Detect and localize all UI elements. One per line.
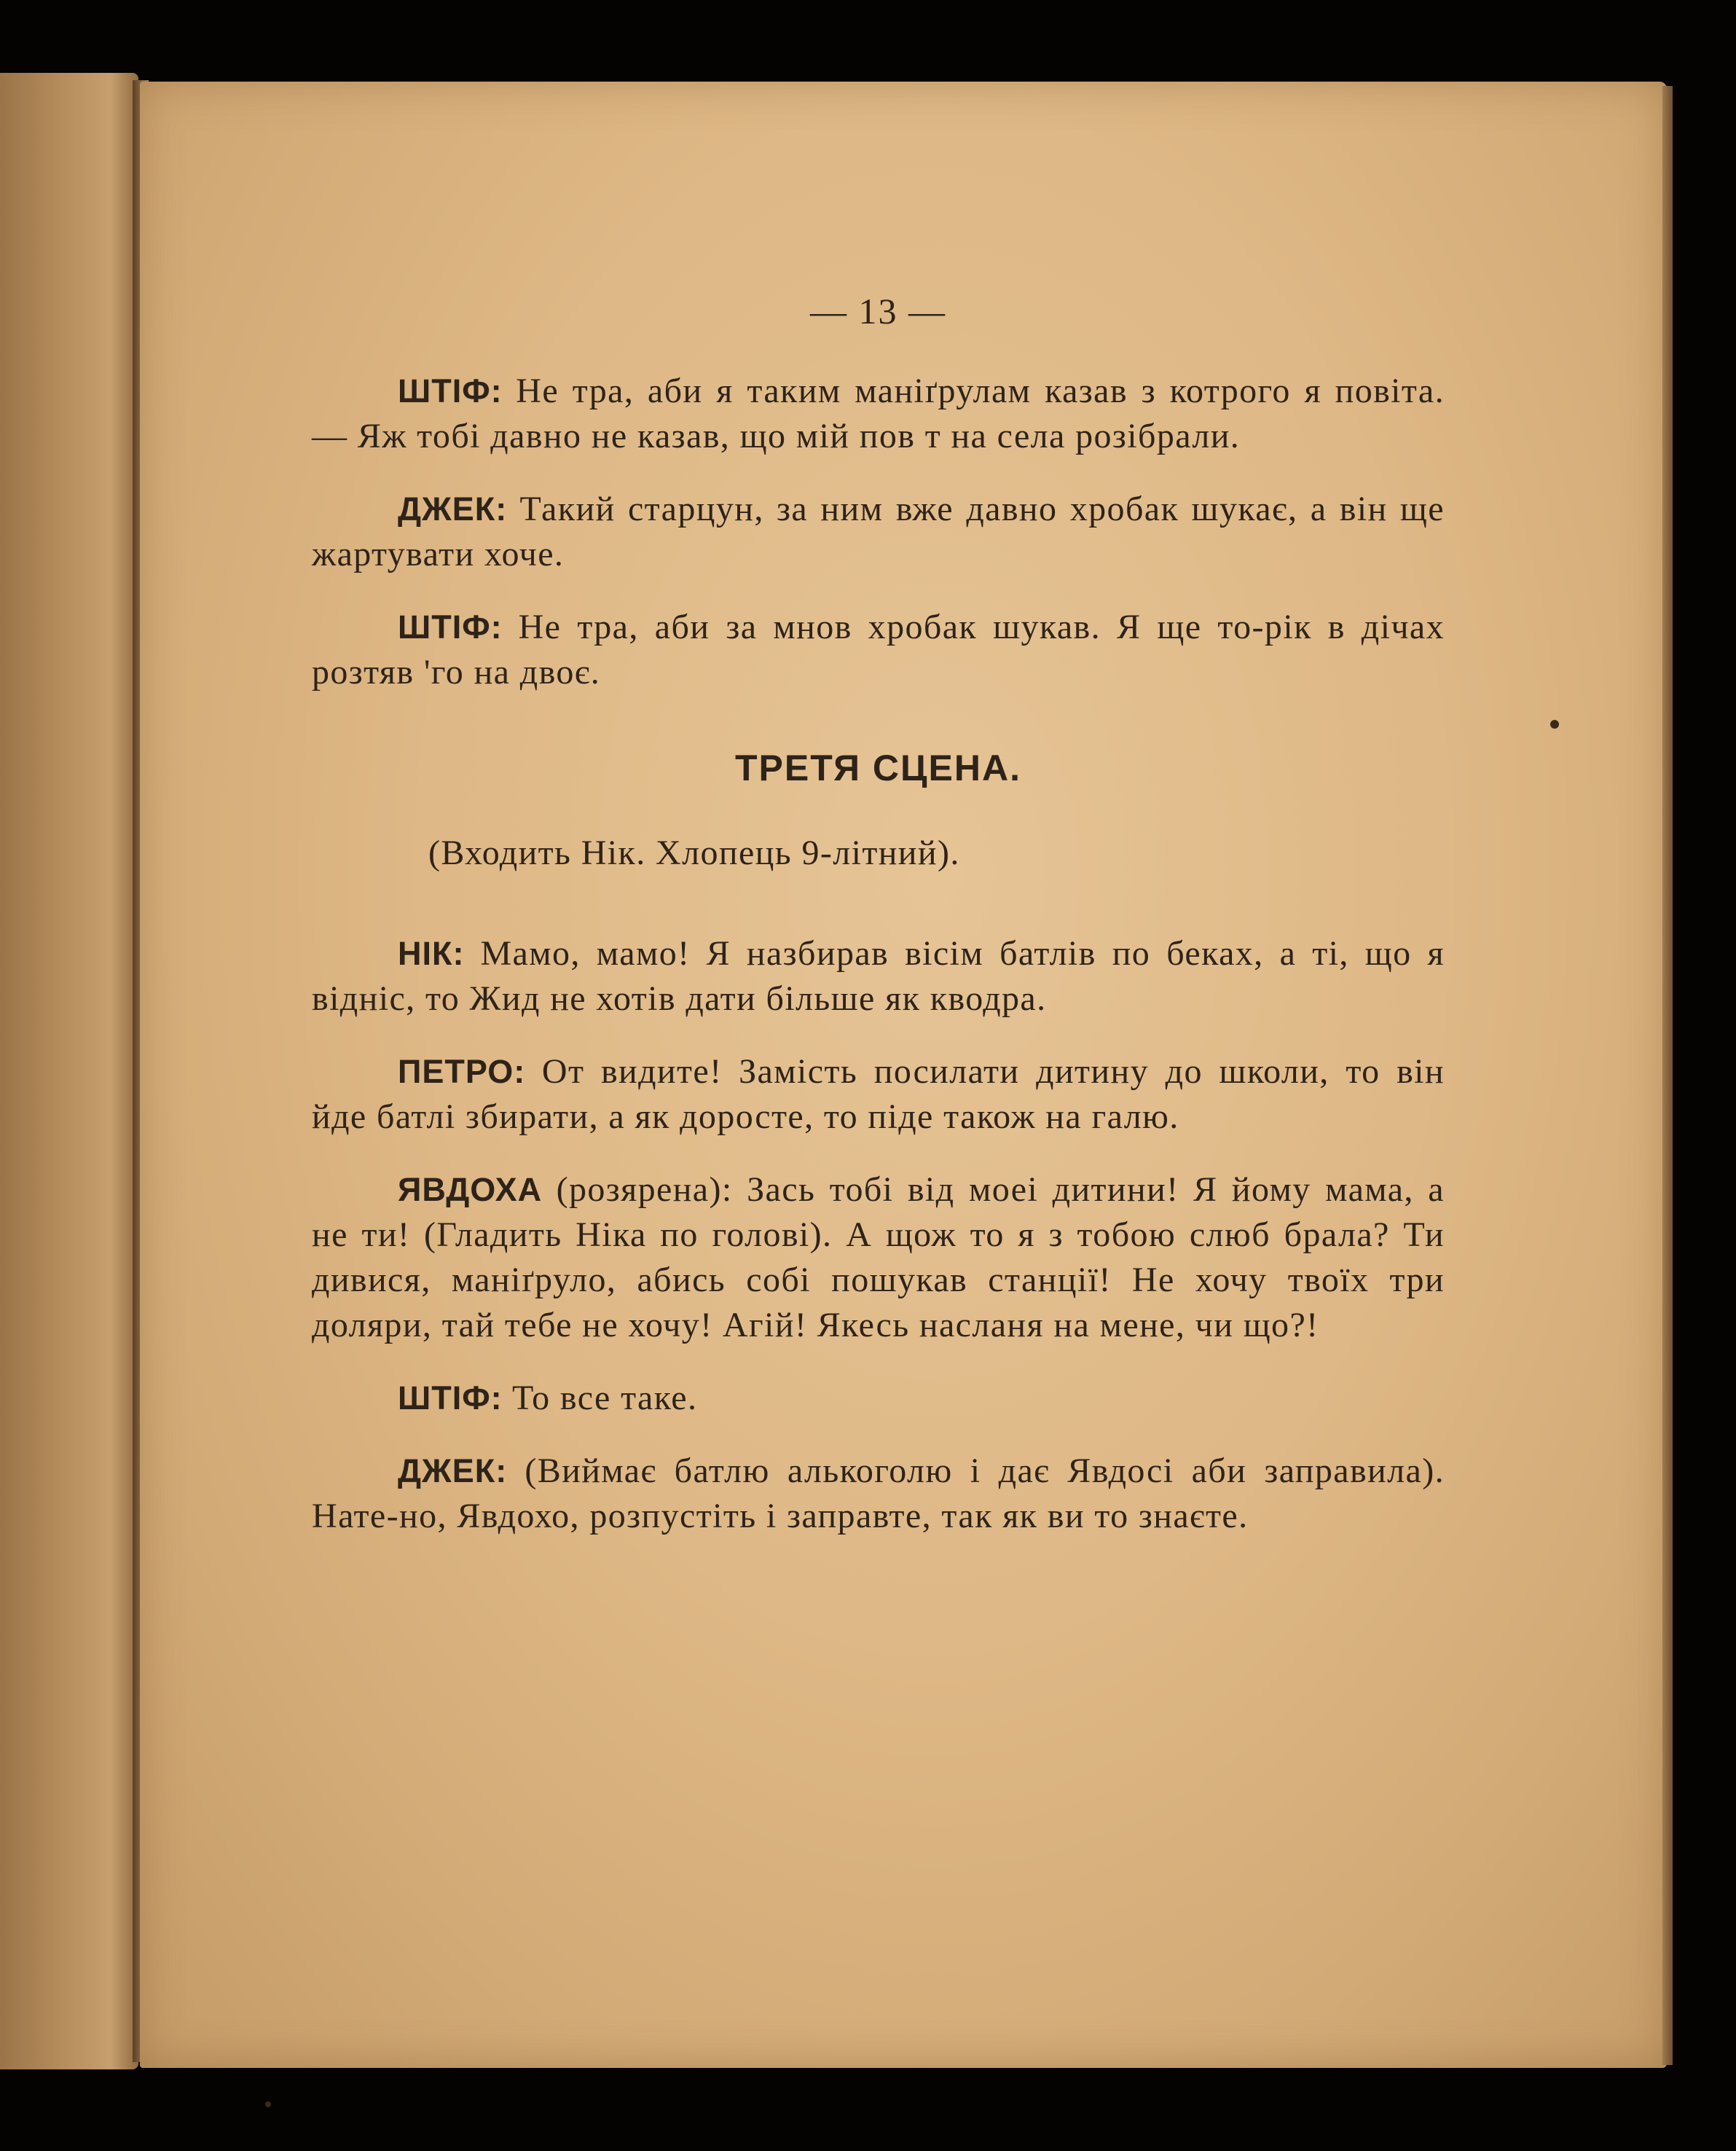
dialogue-text: Такий старцун, за ним вже давно хробак шукає, а він ще жартувати хоче.: [312, 490, 1445, 573]
stage-direction: (Входить Нік. Хлопець 9-літний).: [428, 834, 960, 872]
dialogue-paragraph: [312, 931, 1445, 1022]
dialogue-paragraph: [312, 369, 1445, 459]
speaker-name: ШТІФ:: [398, 372, 503, 410]
dialogue-text: Не тра, аби я таким маніґрулам казав з котрого я повіта. — Яж тобі давно не казав, що мій пов т на села розібрали.: [312, 372, 1445, 455]
speaker-name: ШТІФ:: [398, 1379, 503, 1417]
page-text: [312, 291, 1445, 1567]
dialogue-paragraph: [312, 1049, 1445, 1140]
dialogue-text: (Виймає батлю алькоголю і дає Явдосі аби заправила). Нате-но, Явдохо, розпустіть і заправте, так як ви то знаєте.: [312, 1451, 1445, 1535]
dialogue-paragraph: [312, 605, 1445, 695]
dialogue-paragraph: [312, 1376, 1445, 1421]
speaker-name: ДЖЕК:: [398, 490, 508, 528]
dialogue-paragraph: [312, 1167, 1445, 1348]
dialogue-text: Не тра, аби за мнов хробак шукав. Я ще то-рік в дічах розтяв 'го на двоє.: [312, 608, 1445, 691]
dialogue-text: Мамо, мамо! Я назбирав вісім батлів по беках, а ті, що я відніс, то Жид не хотів дати більше як кводра.: [312, 934, 1445, 1018]
page-edge-shadow: [1662, 86, 1673, 2065]
dialogue-text: (розярена): Зась тобі від моеі дитини! Я йому мама, а не ти! (Гладить Ніка по голові). А щож то я з тобою слюб брала? Ти дивися, маніґруло, абись собі пошукав станції! Не хочу твоїх три доляри, тай тебе не хочу! Агій! Якесь насланя на мене, чи що?!: [312, 1170, 1445, 1344]
dialogue-paragraph: [312, 1449, 1445, 1539]
speaker-name: ЯВДОХА: [398, 1171, 543, 1208]
left-page-edge: [0, 73, 138, 2069]
dialogue-text: От видите! Замість посилати дитину до школи, то він йде батлі збирати, а як доросте, то піде також на галю.: [312, 1052, 1445, 1136]
speaker-name: ДЖЕК:: [398, 1452, 508, 1489]
dialogue-text: То все таке.: [502, 1379, 698, 1417]
speaker-name: ШТІФ:: [398, 608, 503, 646]
speaker-name: НІК:: [398, 935, 465, 972]
dialogue-paragraph: [312, 487, 1445, 577]
page-number: — 13 —: [810, 291, 946, 332]
scene-title: ТРЕТЯ СЦЕНА.: [734, 748, 1022, 788]
ink-speck: [1550, 720, 1559, 729]
speaker-name: ПЕТРО:: [398, 1053, 526, 1090]
ink-speck: [265, 2101, 271, 2107]
